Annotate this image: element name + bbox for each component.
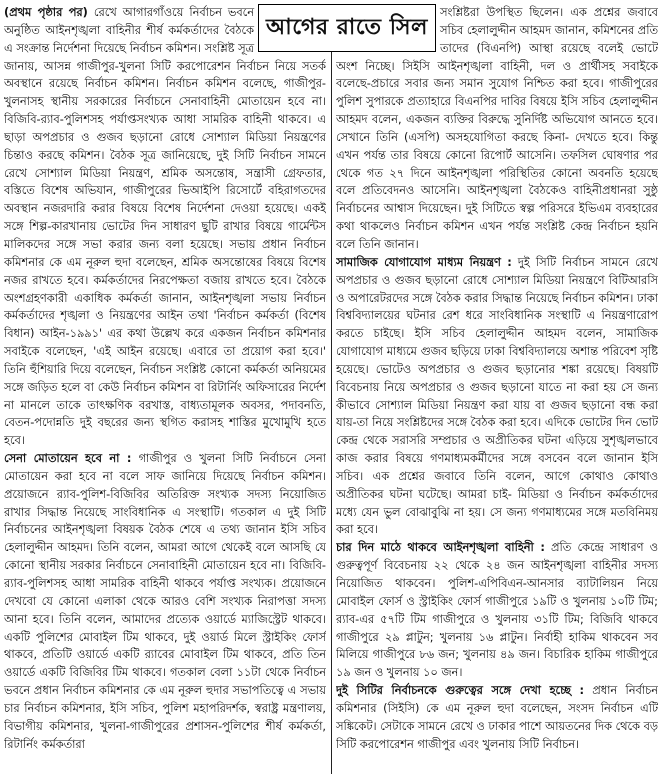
article-left-column xyxy=(4,4,326,776)
section-text-importance: প্রধান নির্বাচন কমিশনার (সিইসি) কে এম নূরুল হুদা বলেছেন, সংসদ নির্বাচন এটি সঙ্কিকেট। সেটাকে সামনে রেখে ও ঢাকার পাশে আয়তনের দিক থেকে বড় সিটি করপোরেশন গাজীপুর এবং খুলনায় সিটি নির্বাচন। xyxy=(336,683,658,751)
article-right-column xyxy=(336,4,658,776)
right-lead-text: সংশ্লিষ্টরা উপস্থিত ছিলেন। এক প্রশ্নের জবাবে সচিব হেলালুদ্দীন আহমদ জানান, কমিশনের প্রতি তাদের (বিএনপি) আস্থা রয়েছে বলেই ভোটে অংশ নিচ্ছে। সিইসি আইনশৃঙ্খলা বাহিনী, দল ও প্রার্থীসহ সবাইকে বলেছে-প্রচারে সবার জন্য সমান সুযোগ নিশ্চিত করা হবে। গাজীপুরের পুলিশ সুপারকে প্রত্যাহারে বিএনপির দাবির বিষয়ে ইসি সচিব হেলালুদ্দীন আহমদ বলেন, একজন ব্যক্তির বিরুদ্ধে সুনির্দিষ্ট অভিযোগ আনতে হবে। সেখানে তিনি (এসপি) অসহযোগিতা করছে কিনা- দেখতে হবে। কিন্তু এখন পর্যন্ত তার বিষয়ে কোনো রিপোর্ট আসেনি। তফসিল ঘোষণার পর থেকে গত ২৭ দিনে আইনশৃঙ্খলা পরিস্থিতির কোনো অবনতি হয়েছে বলে প্রতিবেদনও আসেনি। আইনশৃঙ্খলা বৈঠকেও বাহিনীপ্রধানরা সুষ্ঠু নির্বাচনের আশ্বাস দিয়েছেন। দুই সিটিতে স্বল্প পরিসরে ইভিএম ব্যবহারের কথা থাকলেও নির্বাচন কমিশন এখন পর্যন্ত সংশ্লিষ্ট কেন্দ্র নির্বাচন হয়নি বলে তিনি জানান। xyxy=(336,5,658,251)
section-text-social-media: দুই সিটি নির্বাচন সামনে রেখে অপপ্রচার ও গুজব ছড়ানো রোধে সোশ্যাল মিডিয়া নিয়ন্ত্রণে বিটিআরসি ও অপারেটরদের সঙ্গে বৈঠক করার সিদ্ধান্ত নিয়েছে নির্বাচন কমিশন। ঢাকা বিশ্ববিদ্যালয়ের ঘটনার রেশ ধরে সাংবিধানিক সংস্থাটি এ নিয়ন্ত্রণারোপ করতে চাইছে। ইসি সচিব হেলালুদ্দীন আহমদ বলেন, সামাজিক যোগাযোগ মাধ্যমে গুজব ছড়িয়ে ঢাকা বিশ্ববিদ্যালয়ে অশান্ত পরিবেশ সৃষ্টি হয়েছে। ভোটেও অপপ্রচার ও গুজব ছড়ানোর শঙ্কা রয়েছে। বিষয়টি বিবেচনায় নিয়ে অপপ্রচার ও গুজব ছড়ানো যাতে না করা হয় সে জন্য কীভাবে সোশ্যাল মিডিয়া নিয়ন্ত্রণ করা যায় বা গুজব ছড়ানো বন্ধ করা যায়-তা নিয়ে সংশ্লিষ্টদের সঙ্গে বৈঠক করা হবে। এদিকে ভোটের দিন ভোট কেন্দ্র থেকে সরাসরি সম্প্রচার ও অপ্রীতিকর ঘটনা এড়িয়ে সুশৃঙ্খলভাবে কাজ করার বিষয়ে গণমাধ্যমকর্মীদের সঙ্গে বসবেন বলে জানান ইসি সচিব। এক প্রশ্নের জবাবে তিনি বলেন, আগে কোথাও কোথাও অপ্রীতিকর ঘটনা ঘটেছে। আমরা চাই- মিডিয়া ও নির্বাচন কর্মকর্তাদের মধ্যে যেন ভুল বোঝাবুঝি না হয়। সে জন্য গণমাধ্যমের সঙ্গে মতবিনিময় করা হবে। xyxy=(336,254,658,537)
section-heading-importance: দুই সিটির নির্বাচনকে গুরুত্বের সঙ্গে দেখা হচ্ছে : xyxy=(336,683,585,698)
importance-section xyxy=(336,682,658,753)
section-heading-army: সেনা মোতায়েন হবে না : xyxy=(4,451,132,466)
lead-paragraph xyxy=(4,4,326,450)
forces-section xyxy=(336,539,658,682)
section-text-army: গাজীপুর ও খুলনা সিটি নির্বাচনে সেনা মোতায়েন করা হবে না বলে সাফ জানিয়ে দিয়েছে নির্বাচন কমিশন। প্রয়োজনে র‍্যাব-পুলিশ-বিজিবির অতিরিক্ত সংখ্যক সদস্য নিয়োজিত রাখার সিদ্ধান্ত নিয়েছে সাংবিধানিক এ সংস্থাটি। গতকাল এ দুই সিটি নির্বাচনের আইনশৃঙ্খলা বিষয়ক বৈঠক শেষে এ তথ্য জানান ইসি সচিব হেলালুদ্দীন আহমদ। তিনি বলেন, আমরা আগে থেকেই বলে আসছি যে কোনো স্থানীয় সরকার নির্বাচনে সেনাবাহিনী মোতায়েন হবে না। বিজিবি-র‍্যাব-পুলিশসহ আধা সামরিক বাহিনী থাকবে পর্যাপ্ত সংখ্যক। প্রয়োজনে দেখবো যে কোনো এলাকা থেকে আরও বেশি সংখ্যক নিরাপত্তা সদস্য আনা হবে। তিনি বলেন, আমাদের প্রত্যেক ওয়ার্ডে ম্যাজিস্ট্রেট থাকবে। একটি পুলিশের মোবাইল টিম থাকবে, দুই ওয়ার্ড মিলে স্ট্রাইকিং ফোর্স থাকবে, প্রতিটি ওয়ার্ডে একটি র‍্যাবের মোবাইল টিম থাকবে, প্রতি তিন ওয়ার্ডে একটি বিজিবির টিম থাকবে। গতকাল বেলা ১১টা থেকে নির্বাচন ভবনে প্রধান নির্বাচন কমিশনার কে এম নূরুল হুদার সভাপতিত্বে এ সভায় চার নির্বাচন কমিশনার, ইসি সচিব, পুলিশ মহাপরিদর্শক, স্বরাষ্ট্র মন্ত্রণালয়, বিভাগীয় কমিশনার, খুলনা-গাজীপুরের প্রশাসন-পুলিশের শীর্ষ কর্মকর্তা, রিটার্নিং কর্মকর্তারা xyxy=(4,451,326,751)
continued-label: (প্রথম পৃষ্ঠার পর) xyxy=(4,5,88,19)
section-text-forces: প্রতি কেন্দ্রে সাধারণ ও গুরুত্বপূর্ণ বিবেচনায় ২২ থেকে ২৪ জন আইনশৃঙ্খলা বাহিনীর সদস্য নিয়োজিত থাকবেন। পুলিশ-এপিবিএন-আনসার ব্যাটালিয়ন নিয়ে মোবাইল ফোর্স ও স্ট্রাইকিং ফোর্স গাজীপুরে ১৯টি ও খুলনায় ১০টি টিম; র‍্যাব-এর ৫৭টি টিম গাজীপুরে ও খুলনায় ৩১টি টিম; বিজিবি থাকবে গাজীপুরে ২৯ প্লাটুন; খুলনায় ১৬ প্লাটুন। নির্বাহী হাকিম থাকবেন সব মিলিয়ে গাজীপুরে ৮৬ জন; খুলনায় ৪৯ জন। বিচারিক হাকিম গাজীপুরে ১৯ জন ও খুলনায় ১০ জন। xyxy=(336,540,658,680)
section-heading-forces: চার দিন মাঠে থাকবে আইনশৃঙ্খলা বাহিনী : xyxy=(336,540,545,555)
lead-text: রেখে আগারগাঁওয়ে নির্বাচন ভবনে অনুষ্ঠিত আইনশৃঙ্খলা বাহিনীর শীর্ষ কর্মকর্তাদের বৈঠকে এ সংক্রান্ত নির্দেশনা দিয়েছে নির্বাচন কমিশন। সংশ্লিষ্ট সূত্র জানায়, আসন্ন গাজীপুর-খুলনা সিটি করপোরেশন নির্বাচন নিয়ে সতর্ক অবস্থানে রয়েছে নির্বাচন কমিশন। নির্বাচন কমিশন বলেছে, গাজীপুর-খুলনাসহ স্থানীয় সরকারের নির্বাচনে সেনাবাহিনী মোতায়েন হবে না। বিজিবি-র‍্যাব-পুলিশসহ পর্যাপ্তসংখ্যক আধা সামরিক বাহিনী থাকবে। এ ছাড়া অপপ্রচার ও গুজব ছড়ানো রোধে সোশ্যাল মিডিয়া নিয়ন্ত্রণের চিন্তাও করছে কমিশন। বৈঠক সূত্র জানিয়েছে, দুই সিটি নির্বাচন সামনে রেখে সোশ্যাল মিডিয়া নিয়ন্ত্রণ, শ্রমিক অসন্তোষ, সন্ত্রাসী গ্রেফতার, বস্তিতে বিশেষ অভিযান, গাজীপুরের ভিআইপি রিসোর্টে বহিরাগতদের অবস্থান নজরদারি করার বিষয়ে বিশেষ নির্দেশনা দেওয়া হয়েছে। একই সঙ্গে শিল্প-কারখানায় ভোটের দিন সাধারণ ছুটি রাখার বিষয়ে গার্মেন্টস মালিকদের সঙ্গে সভা করার জন্য বলা হয়েছে। সভায় প্রধান নির্বাচন কমিশনার কে এম নূরুল হুদা বলেছেন, শ্রমিক অসন্তোষের বিষয়ে বিশেষ নজর রাখতে হবে। কর্মকর্তাদের নিরপেক্ষতা বজায় রাখতে হবে। বৈঠকে অংশগ্রহণকারী একাধিক কর্মকর্তা জানান, আইনশৃঙ্খলা সভায় নির্বাচন কর্মকর্তাদের শৃঙ্খলা ও নিয়ন্ত্রণের আইন তথা 'নির্বাচন কর্মকর্তা (বিশেষ বিধান) আইন-১৯৯১' এর কথা উল্লেখ করে একজন নির্বাচন কমিশনার সবাইকে বলেছেন, 'এই আইন রয়েছে। এবারে তা প্রয়োগ করা হবে।' তিনি হুঁশিয়ারি দিয়ে বলেছেন, নির্বাচন সংশ্লিষ্ট কোনো কর্মকর্তা অনিয়মের সঙ্গে জড়িত হলে বা কেউ নির্বাচন কমিশন বা রিটার্নিং অফিসারের নির্দেশ না মানলে তাকে তাৎক্ষণিক বরখাস্ত, বাধ্যতামূলক অবসর, পদাবনতি, বেতন-পদোন্নতি দুই বছরের জন্য স্থগিত করাসহ শাস্তির মুখোমুখি হতে হবে। xyxy=(4,5,326,448)
headline: আগের রাতে সিল xyxy=(266,13,428,40)
headline-box xyxy=(258,4,436,52)
column-divider xyxy=(331,4,332,774)
section-heading-social-media: সামাজিক যোগাযোগ মাধ্যম নিয়ন্ত্রণ : xyxy=(336,254,512,269)
army-section xyxy=(4,450,326,753)
social-media-section xyxy=(336,254,658,540)
